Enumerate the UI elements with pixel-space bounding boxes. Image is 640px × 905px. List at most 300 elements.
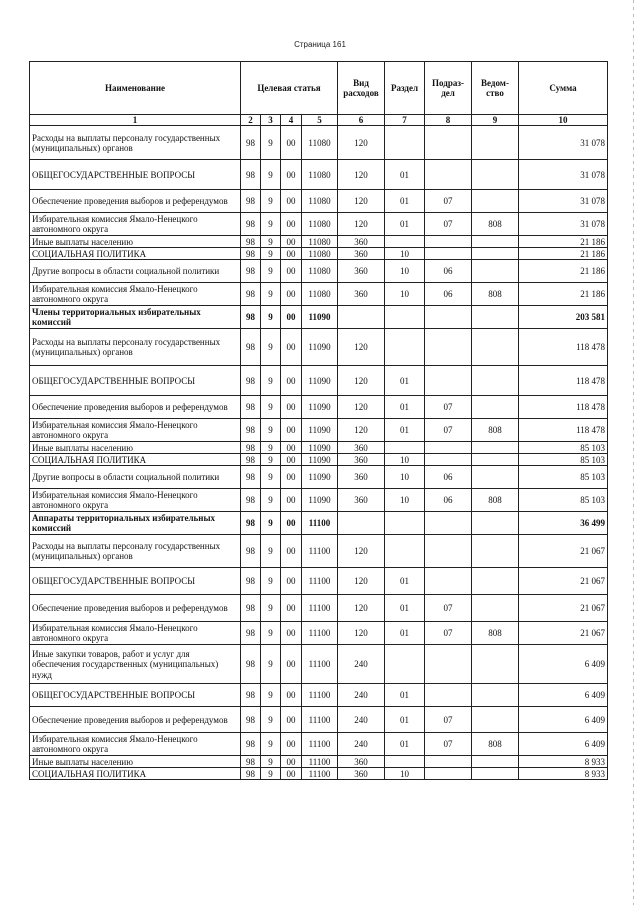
target-code-3-cell: 9 — [261, 329, 281, 366]
vid-rashodov-cell: 120 — [338, 622, 385, 645]
row-name-cell: Избирательная комиссия Ямало-Ненецкого автономного округа — [30, 733, 241, 756]
summa-cell: 6 409 — [519, 707, 608, 733]
summa-cell: 31 078 — [519, 160, 608, 190]
vedomstvo-cell: 808 — [472, 283, 519, 306]
row-name-cell: Обеспечение проведения выборов и референдумов — [30, 396, 241, 419]
podrazdel-cell — [425, 160, 472, 190]
target-code-3-cell: 9 — [261, 707, 281, 733]
vedomstvo-cell — [472, 466, 519, 489]
row-name-cell: Другие вопросы в области социальной политики — [30, 260, 241, 283]
vedomstvo-cell — [472, 535, 519, 568]
vid-rashodov-cell: 360 — [338, 248, 385, 260]
vid-rashodov-cell: 360 — [338, 283, 385, 306]
summa-cell: 31 078 — [519, 213, 608, 236]
row-name-cell: Расходы на выплаты персоналу государственных (муниципальных) органов — [30, 126, 241, 160]
vid-rashodov-cell: 120 — [338, 213, 385, 236]
vid-rashodov-cell — [338, 512, 385, 535]
row-name-cell: ОБЩЕГОСУДАРСТВЕННЫЕ ВОПРОСЫ — [30, 684, 241, 707]
summa-cell: 203 581 — [519, 306, 608, 329]
vid-rashodov-cell: 360 — [338, 454, 385, 466]
target-code-4-cell: 00 — [281, 622, 302, 645]
target-code-2-cell: 98 — [241, 466, 261, 489]
table-row — [30, 489, 608, 512]
razdel-cell — [385, 756, 425, 768]
razdel-cell: 10 — [385, 768, 425, 780]
summa-cell: 8 933 — [519, 756, 608, 768]
razdel-cell: 10 — [385, 489, 425, 512]
target-code-4-cell: 00 — [281, 160, 302, 190]
target-code-2-cell: 98 — [241, 366, 261, 396]
target-code-3-cell: 9 — [261, 768, 281, 780]
target-code-2-cell: 98 — [241, 756, 261, 768]
summa-cell: 8 933 — [519, 768, 608, 780]
razdel-cell: 01 — [385, 707, 425, 733]
row-name-cell: Обеспечение проведения выборов и референдумов — [30, 595, 241, 622]
target-code-2-cell: 98 — [241, 684, 261, 707]
vid-rashodov-cell: 120 — [338, 190, 385, 213]
podrazdel-cell — [425, 568, 472, 595]
summa-cell: 21 186 — [519, 248, 608, 260]
table-row — [30, 260, 608, 283]
target-code-2-cell: 98 — [241, 248, 261, 260]
col-number: 1 — [30, 115, 241, 126]
podrazdel-cell — [425, 512, 472, 535]
header-summa: Сумма — [519, 62, 608, 115]
target-code-2-cell: 98 — [241, 396, 261, 419]
target-code-5-cell: 11100 — [302, 707, 338, 733]
summa-cell: 36 499 — [519, 512, 608, 535]
budget-table — [29, 61, 608, 780]
target-code-4-cell: 00 — [281, 366, 302, 396]
table-row — [30, 442, 608, 454]
razdel-cell: 10 — [385, 283, 425, 306]
col-number: 10 — [519, 115, 608, 126]
target-code-3-cell: 9 — [261, 489, 281, 512]
podrazdel-cell — [425, 236, 472, 248]
table-row — [30, 707, 608, 733]
vid-rashodov-cell: 360 — [338, 466, 385, 489]
row-name-cell: ОБЩЕГОСУДАРСТВЕННЫЕ ВОПРОСЫ — [30, 160, 241, 190]
podrazdel-cell — [425, 645, 472, 684]
summa-cell: 21 186 — [519, 283, 608, 306]
target-code-4-cell: 00 — [281, 707, 302, 733]
podrazdel-cell — [425, 442, 472, 454]
row-name-cell: Иные выплаты населению — [30, 236, 241, 248]
col-number: 2 — [241, 115, 261, 126]
vedomstvo-cell — [472, 248, 519, 260]
vid-rashodov-cell: 360 — [338, 756, 385, 768]
target-code-5-cell: 11080 — [302, 160, 338, 190]
vid-rashodov-cell: 360 — [338, 489, 385, 512]
target-code-4-cell: 00 — [281, 733, 302, 756]
target-code-5-cell: 11080 — [302, 248, 338, 260]
target-code-2-cell: 98 — [241, 733, 261, 756]
summa-cell: 6 409 — [519, 733, 608, 756]
table-row — [30, 733, 608, 756]
podrazdel-cell: 06 — [425, 260, 472, 283]
col-number: 4 — [281, 115, 302, 126]
target-code-3-cell: 9 — [261, 419, 281, 442]
target-code-4-cell: 00 — [281, 329, 302, 366]
podrazdel-cell — [425, 329, 472, 366]
target-code-4-cell: 00 — [281, 442, 302, 454]
vid-rashodov-cell: 120 — [338, 126, 385, 160]
target-code-2-cell: 98 — [241, 283, 261, 306]
podrazdel-cell: 07 — [425, 707, 472, 733]
target-code-2-cell: 98 — [241, 622, 261, 645]
row-name-cell: Избирательная комиссия Ямало-Ненецкого автономного округа — [30, 622, 241, 645]
vid-rashodov-cell: 120 — [338, 160, 385, 190]
row-name-cell: СОЦИАЛЬНАЯ ПОЛИТИКА — [30, 454, 241, 466]
table-row — [30, 236, 608, 248]
row-name-cell: Избирательная комиссия Ямало-Ненецкого автономного округа — [30, 419, 241, 442]
table-row — [30, 306, 608, 329]
razdel-cell — [385, 645, 425, 684]
target-code-2-cell: 98 — [241, 126, 261, 160]
target-code-3-cell: 9 — [261, 442, 281, 454]
target-code-2-cell: 98 — [241, 442, 261, 454]
target-code-5-cell: 11100 — [302, 622, 338, 645]
vid-rashodov-cell: 240 — [338, 645, 385, 684]
podrazdel-cell: 07 — [425, 622, 472, 645]
target-code-3-cell: 9 — [261, 126, 281, 160]
table-row — [30, 283, 608, 306]
vedomstvo-cell — [472, 768, 519, 780]
target-code-2-cell: 98 — [241, 419, 261, 442]
target-code-5-cell: 11090 — [302, 454, 338, 466]
summa-cell: 118 478 — [519, 366, 608, 396]
razdel-cell — [385, 236, 425, 248]
table-row — [30, 126, 608, 160]
target-code-2-cell: 98 — [241, 213, 261, 236]
razdel-cell — [385, 306, 425, 329]
vedomstvo-cell — [472, 568, 519, 595]
col-number: 7 — [385, 115, 425, 126]
summa-cell: 21 067 — [519, 595, 608, 622]
target-code-3-cell: 9 — [261, 454, 281, 466]
summa-cell: 21 067 — [519, 568, 608, 595]
target-code-5-cell: 11100 — [302, 756, 338, 768]
target-code-5-cell: 11100 — [302, 645, 338, 684]
summa-cell: 31 078 — [519, 190, 608, 213]
target-code-4-cell: 00 — [281, 595, 302, 622]
razdel-cell — [385, 512, 425, 535]
target-code-3-cell: 9 — [261, 306, 281, 329]
table-row — [30, 645, 608, 684]
vedomstvo-cell: 808 — [472, 213, 519, 236]
razdel-cell: 01 — [385, 622, 425, 645]
target-code-4-cell: 00 — [281, 126, 302, 160]
row-name-cell: Обеспечение проведения выборов и референдумов — [30, 190, 241, 213]
razdel-cell: 10 — [385, 248, 425, 260]
podrazdel-cell — [425, 306, 472, 329]
target-code-4-cell: 00 — [281, 283, 302, 306]
podrazdel-cell: 07 — [425, 419, 472, 442]
target-code-5-cell: 11090 — [302, 419, 338, 442]
razdel-cell: 10 — [385, 454, 425, 466]
table-row — [30, 396, 608, 419]
podrazdel-cell: 07 — [425, 190, 472, 213]
target-code-2-cell: 98 — [241, 645, 261, 684]
row-name-cell: Избирательная комиссия Ямало-Ненецкого автономного округа — [30, 489, 241, 512]
target-code-3-cell: 9 — [261, 283, 281, 306]
razdel-cell: 01 — [385, 595, 425, 622]
summa-cell: 6 409 — [519, 684, 608, 707]
target-code-5-cell: 11090 — [302, 466, 338, 489]
target-code-2-cell: 98 — [241, 260, 261, 283]
razdel-cell — [385, 535, 425, 568]
vedomstvo-cell — [472, 645, 519, 684]
table-row — [30, 535, 608, 568]
vid-rashodov-cell: 120 — [338, 568, 385, 595]
vedomstvo-cell — [472, 366, 519, 396]
vedomstvo-cell — [472, 512, 519, 535]
target-code-4-cell: 00 — [281, 568, 302, 595]
table-row — [30, 595, 608, 622]
podrazdel-cell — [425, 126, 472, 160]
target-code-5-cell: 11090 — [302, 489, 338, 512]
target-code-5-cell: 11080 — [302, 126, 338, 160]
target-code-4-cell: 00 — [281, 489, 302, 512]
target-code-4-cell: 00 — [281, 466, 302, 489]
row-name-cell: СОЦИАЛЬНАЯ ПОЛИТИКА — [30, 768, 241, 780]
podrazdel-cell: 07 — [425, 396, 472, 419]
header-vedomstvo: Ведом-ство — [472, 62, 519, 115]
target-code-5-cell: 11100 — [302, 568, 338, 595]
table-row — [30, 454, 608, 466]
target-code-3-cell: 9 — [261, 512, 281, 535]
vedomstvo-cell — [472, 442, 519, 454]
target-code-4-cell: 00 — [281, 213, 302, 236]
row-name-cell: Расходы на выплаты персоналу государственных (муниципальных) органов — [30, 329, 241, 366]
vedomstvo-cell — [472, 260, 519, 283]
summa-cell: 21 067 — [519, 535, 608, 568]
target-code-4-cell: 00 — [281, 236, 302, 248]
target-code-2-cell: 98 — [241, 768, 261, 780]
row-name-cell: Обеспечение проведения выборов и референдумов — [30, 707, 241, 733]
scan-edge-artifact — [633, 0, 634, 905]
razdel-cell: 01 — [385, 396, 425, 419]
summa-cell: 21 186 — [519, 236, 608, 248]
vid-rashodov-cell: 120 — [338, 535, 385, 568]
col-number: 6 — [338, 115, 385, 126]
podrazdel-cell — [425, 756, 472, 768]
target-code-5-cell: 11100 — [302, 684, 338, 707]
target-code-3-cell: 9 — [261, 595, 281, 622]
summa-cell: 21 067 — [519, 622, 608, 645]
table-row — [30, 684, 608, 707]
col-number: 3 — [261, 115, 281, 126]
summa-cell: 118 478 — [519, 329, 608, 366]
col-number: 5 — [302, 115, 338, 126]
target-code-3-cell: 9 — [261, 466, 281, 489]
vedomstvo-cell — [472, 160, 519, 190]
vid-rashodov-cell: 120 — [338, 329, 385, 366]
row-name-cell: Иные закупки товаров, работ и услуг для обеспечения государственных (муниципальных) нужд — [30, 645, 241, 684]
target-code-5-cell: 11080 — [302, 213, 338, 236]
target-code-5-cell: 11090 — [302, 306, 338, 329]
target-code-3-cell: 9 — [261, 160, 281, 190]
summa-cell: 6 409 — [519, 645, 608, 684]
header-name: Наименование — [30, 62, 241, 115]
summa-cell: 21 186 — [519, 260, 608, 283]
vedomstvo-cell — [472, 707, 519, 733]
vedomstvo-cell: 808 — [472, 419, 519, 442]
target-code-2-cell: 98 — [241, 568, 261, 595]
target-code-2-cell: 98 — [241, 512, 261, 535]
table-row — [30, 512, 608, 535]
target-code-2-cell: 98 — [241, 535, 261, 568]
target-code-4-cell: 00 — [281, 535, 302, 568]
target-code-2-cell: 98 — [241, 306, 261, 329]
target-code-5-cell: 11090 — [302, 366, 338, 396]
vedomstvo-cell — [472, 329, 519, 366]
razdel-cell: 01 — [385, 568, 425, 595]
vid-rashodov-cell: 360 — [338, 442, 385, 454]
target-code-3-cell: 9 — [261, 756, 281, 768]
target-code-4-cell: 00 — [281, 306, 302, 329]
target-code-5-cell: 11090 — [302, 442, 338, 454]
vedomstvo-cell: 808 — [472, 622, 519, 645]
row-name-cell: Иные выплаты населению — [30, 442, 241, 454]
table-row — [30, 419, 608, 442]
target-code-3-cell: 9 — [261, 733, 281, 756]
podrazdel-cell — [425, 768, 472, 780]
vid-rashodov-cell: 360 — [338, 768, 385, 780]
podrazdel-cell — [425, 684, 472, 707]
target-code-3-cell: 9 — [261, 535, 281, 568]
target-code-5-cell: 11090 — [302, 329, 338, 366]
target-code-3-cell: 9 — [261, 190, 281, 213]
summa-cell: 85 103 — [519, 466, 608, 489]
vedomstvo-cell — [472, 396, 519, 419]
podrazdel-cell — [425, 248, 472, 260]
podrazdel-cell: 06 — [425, 489, 472, 512]
target-code-5-cell: 11100 — [302, 733, 338, 756]
target-code-4-cell: 00 — [281, 190, 302, 213]
vedomstvo-cell — [472, 236, 519, 248]
vid-rashodov-cell: 360 — [338, 260, 385, 283]
col-number: 9 — [472, 115, 519, 126]
razdel-cell: 01 — [385, 366, 425, 396]
target-code-5-cell: 11080 — [302, 236, 338, 248]
vedomstvo-cell — [472, 454, 519, 466]
podrazdel-cell: 07 — [425, 733, 472, 756]
vid-rashodov-cell: 120 — [338, 396, 385, 419]
target-code-4-cell: 00 — [281, 419, 302, 442]
vid-rashodov-cell: 120 — [338, 419, 385, 442]
target-code-4-cell: 00 — [281, 768, 302, 780]
razdel-cell — [385, 126, 425, 160]
vid-rashodov-cell: 240 — [338, 684, 385, 707]
vid-rashodov-cell — [338, 306, 385, 329]
target-code-5-cell: 11080 — [302, 283, 338, 306]
target-code-3-cell: 9 — [261, 260, 281, 283]
razdel-cell: 10 — [385, 466, 425, 489]
target-code-5-cell: 11100 — [302, 535, 338, 568]
target-code-4-cell: 00 — [281, 684, 302, 707]
column-number-row — [30, 115, 608, 126]
vid-rashodov-cell: 240 — [338, 707, 385, 733]
target-code-3-cell: 9 — [261, 396, 281, 419]
summa-cell: 31 078 — [519, 126, 608, 160]
razdel-cell — [385, 329, 425, 366]
razdel-cell — [385, 442, 425, 454]
row-name-cell: ОБЩЕГОСУДАРСТВЕННЫЕ ВОПРОСЫ — [30, 366, 241, 396]
target-code-4-cell: 00 — [281, 512, 302, 535]
table-row — [30, 756, 608, 768]
target-code-5-cell: 11100 — [302, 512, 338, 535]
vedomstvo-cell — [472, 595, 519, 622]
row-name-cell: Избирательная комиссия Ямало-Ненецкого автономного округа — [30, 213, 241, 236]
target-code-3-cell: 9 — [261, 236, 281, 248]
target-code-4-cell: 00 — [281, 454, 302, 466]
razdel-cell: 01 — [385, 684, 425, 707]
target-code-5-cell: 11100 — [302, 595, 338, 622]
target-code-5-cell: 11080 — [302, 260, 338, 283]
target-code-3-cell: 9 — [261, 366, 281, 396]
summa-cell: 118 478 — [519, 419, 608, 442]
row-name-cell: Избирательная комиссия Ямало-Ненецкого автономного округа — [30, 283, 241, 306]
razdel-cell: 01 — [385, 419, 425, 442]
razdel-cell: 10 — [385, 260, 425, 283]
header-row — [30, 62, 608, 115]
razdel-cell: 01 — [385, 213, 425, 236]
summa-cell: 85 103 — [519, 454, 608, 466]
vid-rashodov-cell: 120 — [338, 595, 385, 622]
target-code-3-cell: 9 — [261, 645, 281, 684]
podrazdel-cell: 06 — [425, 466, 472, 489]
target-code-2-cell: 98 — [241, 489, 261, 512]
vid-rashodov-cell: 360 — [338, 236, 385, 248]
target-code-2-cell: 98 — [241, 454, 261, 466]
row-name-cell: ОБЩЕГОСУДАРСТВЕННЫЕ ВОПРОСЫ — [30, 568, 241, 595]
table-row — [30, 568, 608, 595]
header-target: Целевая статья — [241, 62, 338, 115]
vid-rashodov-cell: 240 — [338, 733, 385, 756]
header-razdel: Раздел — [385, 62, 425, 115]
table-row — [30, 466, 608, 489]
target-code-3-cell: 9 — [261, 568, 281, 595]
vedomstvo-cell — [472, 756, 519, 768]
target-code-2-cell: 98 — [241, 595, 261, 622]
vedomstvo-cell — [472, 190, 519, 213]
target-code-4-cell: 00 — [281, 756, 302, 768]
podrazdel-cell — [425, 454, 472, 466]
razdel-cell: 01 — [385, 733, 425, 756]
target-code-4-cell: 00 — [281, 260, 302, 283]
header-podrazdel: Подраз-дел — [425, 62, 472, 115]
table-row — [30, 160, 608, 190]
target-code-2-cell: 98 — [241, 190, 261, 213]
target-code-3-cell: 9 — [261, 622, 281, 645]
target-code-5-cell: 11100 — [302, 768, 338, 780]
table-row — [30, 248, 608, 260]
target-code-4-cell: 00 — [281, 396, 302, 419]
row-name-cell: СОЦИАЛЬНАЯ ПОЛИТИКА — [30, 248, 241, 260]
razdel-cell: 01 — [385, 160, 425, 190]
table-row — [30, 190, 608, 213]
target-code-4-cell: 00 — [281, 645, 302, 684]
table-row — [30, 622, 608, 645]
summa-cell: 85 103 — [519, 489, 608, 512]
row-name-cell: Аппараты территориальных избирательных комиссий — [30, 512, 241, 535]
table-row — [30, 768, 608, 780]
target-code-2-cell: 98 — [241, 707, 261, 733]
row-name-cell: Расходы на выплаты персоналу государственных (муниципальных) органов — [30, 535, 241, 568]
row-name-cell: Иные выплаты населению — [30, 756, 241, 768]
podrazdel-cell: 07 — [425, 213, 472, 236]
